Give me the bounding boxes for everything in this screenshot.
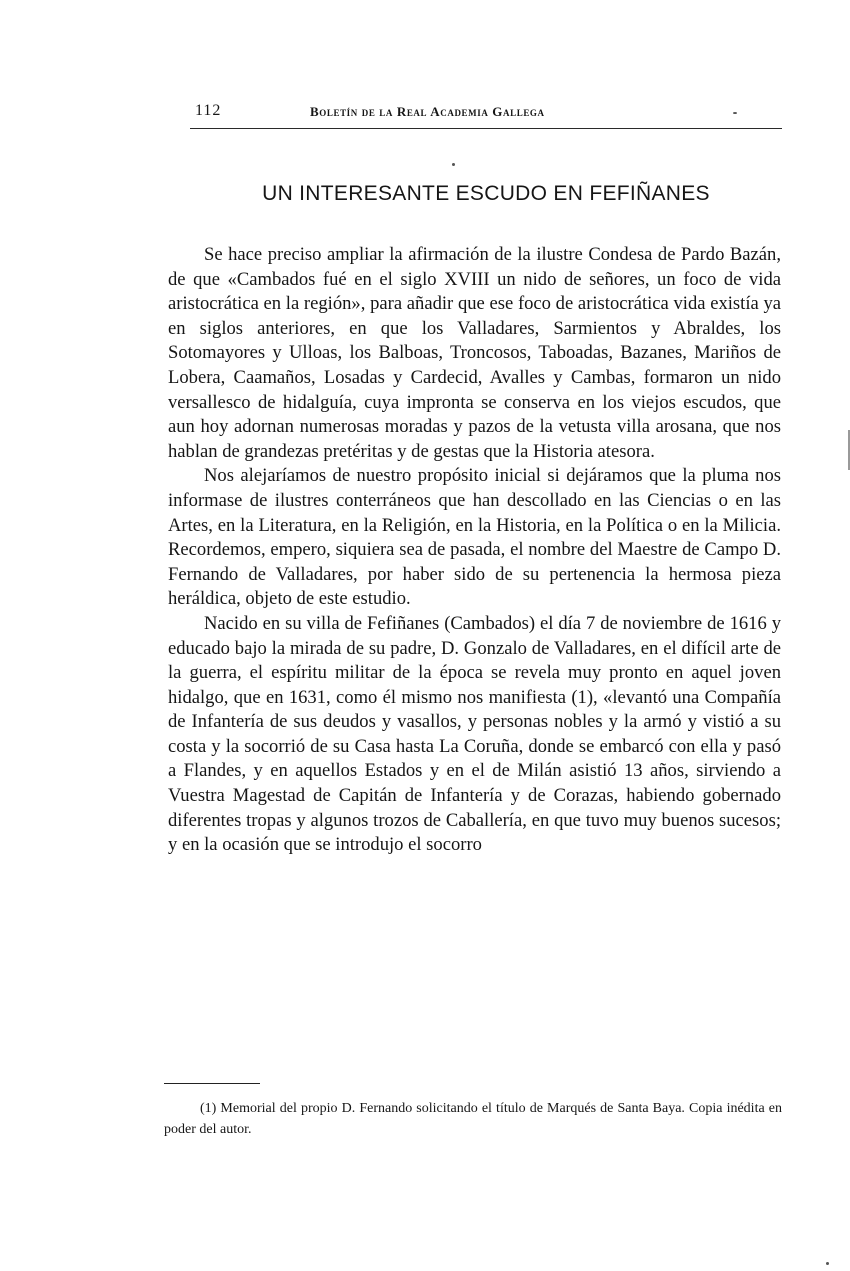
paragraph-2: Nos alejaríamos de nuestro propósito inicial si dejáramos que la pluma nos informase de ilustres conterráneos que han descollado en las Ciencias o en las Artes, en la Literatura, en la Religión, en la Historia, en la Política o en la Milicia. Recordemos, empero, siquiera sea de pasada, el nombre del Maestre de Campo D. Fernando de Valladares, por haber sido de su pertenencia la hermosa pieza heráldica, objeto de este estudio. (168, 465, 781, 610)
scan-speck (826, 1262, 829, 1265)
scan-speck (733, 112, 737, 114)
page-number: 112 (195, 102, 222, 119)
paragraph-3: Nacido en su villa de Fefiñanes (Cambados) el día 7 de noviembre de 1616 y educado bajo la mirada de su padre, D. Gonzalo de Valladares, en el difícil arte de la guerra, el espíritu militar de la época se revela muy pronto en aquel joven hidalgo, que en 1631, como él mismo nos manifiesta (1), «levantó una Compañía de Infantería de sus deudos y vasallos, y personas nobles y la armó y vistió a su costa y la socorrió de su Casa hasta La Coruña, donde se embarcó con ella y pasó a Flandes, y en aquellos Estados y en el de Milán asistió 13 años, sirviendo a Vuestra Magestad de Capitán de Infantería y de Corazas, habiendo gobernado diferentes tropas y algunos trozos de Caballería, en que tuvo muy buenos sucesos; y en la ocasión que se introdujo el socorro (168, 612, 781, 856)
article-body (168, 243, 781, 858)
page-header (190, 98, 782, 129)
footnote: (1) Memorial del propio D. Fernando solicitando el título de Marqués de Santa Baya. Copia inédita en poder del autor. (164, 1101, 782, 1137)
footnote-rule (164, 1083, 260, 1084)
running-head: Boletín de la Real Academia Gallega (310, 104, 545, 119)
paragraph-1: Se hace preciso ampliar la afirmación de la ilustre Condesa de Pardo Bazán, de que «Cambados fué en el siglo XVIII un nido de señores, un foco de vida aristocrática en la región», para añadir que ese foco de aristocrática vida existía ya en siglos anteriores, en que los Valladares, Sarmientos y Abraldes, los Sotomayores y Ulloas, los Balboas, Troncosos, Taboadas, Bazanes, Mariños de Lobera, Caamaños, Losadas y Cardecid, Avalles y Cambas, formaron un nido versallesco de hidalguía, cuya impronta se conserva en los viejos escudos, que aun hoy adornan numerosas moradas y pazos de la vetusta villa arosana, que nos hablan de grandezas pretéritas y de gestas que la Historia atesora. (168, 244, 781, 462)
scan-speck (452, 163, 455, 166)
article-title: UN INTERESANTE ESCUDO EN FEFIÑANES (262, 182, 710, 205)
